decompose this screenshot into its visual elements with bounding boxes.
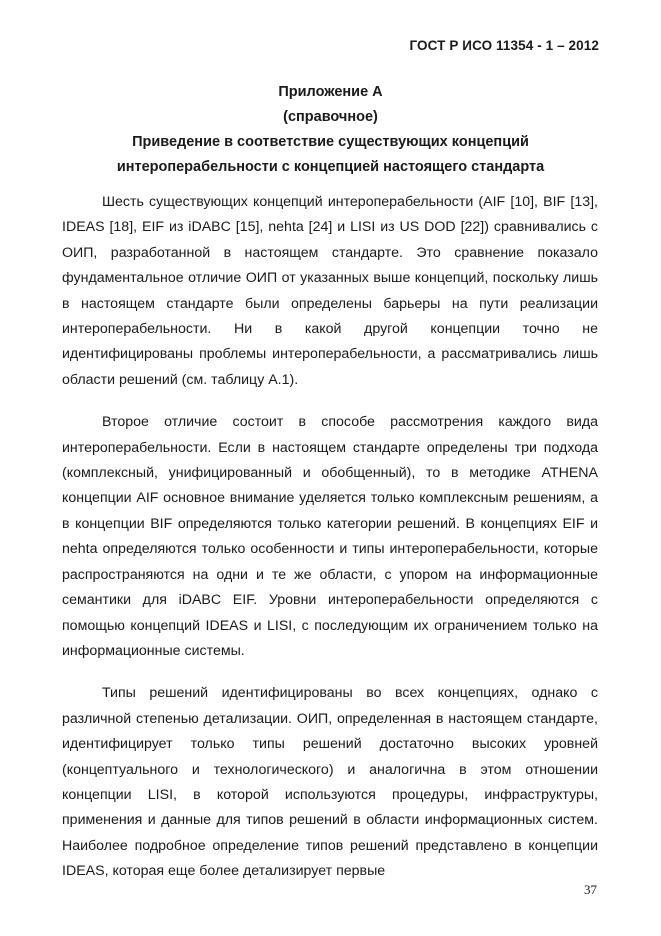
paragraph-3: Типы решений идентифицированы во всех концепциях, однако с различной степенью детализации. ОИП, определенная в настоящем стандарте, идентифицирует только типы решений достаточно высоких уровней (концептуального и технологического) и аналогична в этом отношении концепции LISI, в которой используются процедуры, инфраструктуры, применения и данные для типов решений в области информационных систем. Наиболее подробное определение типов решений представлено в концепции IDEAS, которая еще более детализирует первые xyxy=(62,685,598,880)
annex-title-line-2: интероперабельности с концепцией настоящего стандарта xyxy=(116,159,545,175)
page-number: 37 xyxy=(584,882,597,897)
paragraph-1: Шесть существующих концепций интероперабельности (AIF [10], BIF [13], IDEAS [18], EIF из iDABC [15], nehta [24] и LISI из US DOD [22]) сравнивались с ОИП, разработанной в настоящем стандарте. Это сравнение показало фундаментальное отличие ОИП от указанных выше концепций, поскольку лишь в настоящем стандарте были определены барьеры на пути реализации интероперабельности. Ни в какой другой концепции точно не идентифицированы проблемы интероперабельности, а рассматривались лишь области решений (см. таблицу А.1). xyxy=(62,194,598,388)
standard-header: ГОСТ Р ИСО 11354 - 1 – 2012 xyxy=(409,38,599,53)
annex-title-line-1: Приведение в соответствие существующих концепций xyxy=(132,134,529,150)
annex-title-block xyxy=(0,80,661,180)
annex-label: Приложение А xyxy=(278,84,383,100)
annex-type: (справочное) xyxy=(283,109,378,125)
paragraph-2: Второе отличие состоит в способе рассмотрения каждого вида интероперабельности. Если в настоящем стандарте определены три подхода (комплексный, унифицированный и обобщенный), то в методике ATHENA концепции AIF основное внимание уделяется только комплексным решениям, а в концепции BIF определяются только категории решений. В концепциях EIF и nehta определяются только особенности и типы интероперабельности, которые распространяются на одни и те же области, с упором на информационные семантики для iDABC EIF. Уровни интероперабельности определяются с помощью концепций IDEAS и LISI, с последующим их ограничением только на информационные системы. xyxy=(62,414,598,659)
document-body xyxy=(62,190,598,902)
